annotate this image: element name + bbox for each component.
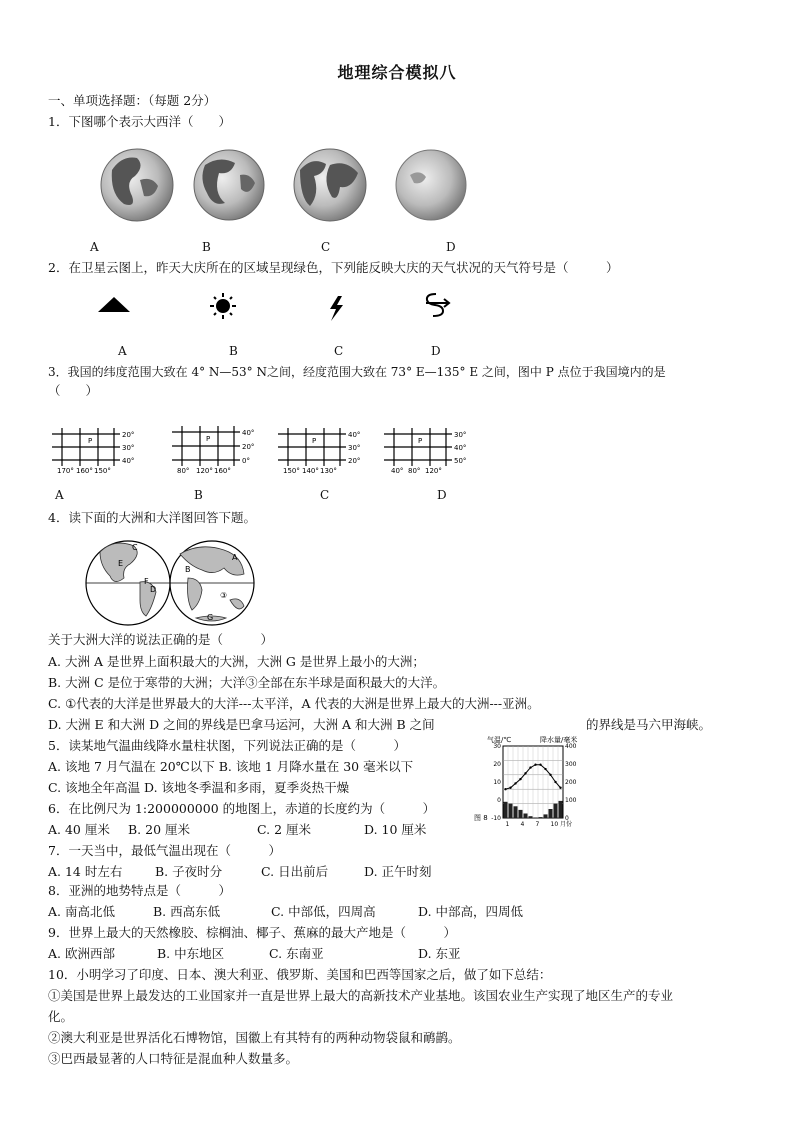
map-label-e: E bbox=[118, 559, 124, 568]
left-tick-label: 20 bbox=[493, 761, 501, 768]
x-tick-label: 7 bbox=[535, 821, 540, 828]
q1-label-d: D bbox=[446, 240, 456, 254]
temperature-point bbox=[554, 781, 556, 783]
grid-c-lat-3: 20° bbox=[348, 457, 361, 465]
left-tick-label: 30 bbox=[493, 743, 501, 750]
q10-item-3: ③巴西最显著的人口特征是混血种人数量多。 bbox=[48, 1051, 299, 1066]
question-7-stem: 7．一天当中，最低气温出现在（ ） bbox=[48, 843, 281, 858]
section-heading: 一、单项选择题：（每题 2分） bbox=[48, 93, 217, 108]
right-tick-label: 100 bbox=[565, 797, 577, 804]
precip-bar bbox=[529, 816, 533, 818]
grid-c-lon-3: 130° bbox=[320, 467, 337, 475]
grid-b-lon-3: 160° bbox=[214, 467, 231, 475]
left-tick-label: 10 bbox=[493, 779, 501, 786]
map-label-b: B bbox=[185, 565, 191, 574]
map-label-d: D bbox=[150, 585, 157, 594]
q4-option-b: B. 大洲 C 是位于寒带的大洲；大洋③全部在东半球是面积最大的大洋。 bbox=[48, 675, 446, 690]
map-label-c: C bbox=[132, 543, 138, 552]
q4-option-a: A. 大洲 A 是世界上面积最大的大洲，大洲 G 是世界上最小的大洲； bbox=[48, 654, 425, 669]
grid-a-lat-3: 40° bbox=[122, 457, 135, 465]
right-tick-label: 400 bbox=[565, 743, 577, 750]
q8-option-d: D. 中部高，四周低 bbox=[418, 904, 524, 919]
q6-option-a: A. 40 厘米 bbox=[48, 822, 110, 837]
q3-label-d: D bbox=[437, 488, 447, 502]
q7-option-c: C. 日出前后 bbox=[261, 864, 329, 879]
grid-d-lat-3: 50° bbox=[454, 457, 467, 465]
q6-option-c: C. 2 厘米 bbox=[257, 822, 311, 837]
q2-label-a: A bbox=[118, 344, 127, 358]
left-tick-label: -10 bbox=[491, 815, 501, 822]
q4-option-c: C. ①代表的大洋是世界最大的大洋---太平洋，A 代表的大洲是世界上最大的大洲---亚洲。 bbox=[48, 696, 540, 711]
q1-label-a: A bbox=[90, 240, 99, 254]
q7-option-a: A. 14 时左右 bbox=[48, 864, 123, 879]
question-5-stem: 5．读某地气温曲线降水量柱状图，下列说法正确的是（ ） bbox=[48, 738, 406, 753]
q9-option-b: B. 中东地区 bbox=[157, 946, 225, 961]
chart-right-label: 降水量/毫米 bbox=[540, 736, 578, 744]
map-label-g: G bbox=[207, 613, 214, 622]
grid-d-lon-1: 40° bbox=[391, 467, 404, 475]
q9-option-c: C. 东南亚 bbox=[269, 946, 324, 961]
precip-bar bbox=[539, 817, 543, 818]
grid-d-lon-3: 120° bbox=[425, 467, 442, 475]
grid-b-point: P bbox=[206, 435, 211, 443]
q8-option-c: C. 中部低，四周高 bbox=[271, 904, 376, 919]
grid-d-lon-2: 80° bbox=[408, 467, 421, 475]
q3-label-a: A bbox=[55, 488, 64, 502]
q5-option-ab: A. 该地 7 月气温在 20℃以下 B. 该地 1 月降水量在 30 毫米以下 bbox=[48, 759, 414, 774]
temperature-point bbox=[544, 768, 546, 770]
question-4-stem: 4．读下面的大洲和大洋图回答下题。 bbox=[48, 510, 256, 525]
precip-bar bbox=[514, 806, 518, 818]
temperature-point bbox=[519, 778, 521, 780]
grid-b-lon-1: 80° bbox=[177, 467, 190, 475]
question-1-stem: 1．下图哪个表示大西洋（ ） bbox=[48, 114, 231, 129]
q3-label-b: B bbox=[194, 488, 203, 502]
q4-option-d-tail: 的界线是马六甲海峡。 bbox=[586, 717, 712, 732]
question-9-stem: 9．世界上最大的天然橡胶、棕榈油、椰子、蕉麻的最大产地是（ ） bbox=[48, 925, 456, 940]
precip-bar bbox=[504, 802, 508, 818]
q4-option-d: D. 大洲 E 和大洲 D 之间的界线是巴拿马运河，大洲 A 和大洲 B 之间 bbox=[48, 717, 435, 732]
q5-option-cd: C. 该地全年高温 D. 该地冬季温和多雨，夏季炎热干燥 bbox=[48, 780, 350, 795]
grid-b-lon-2: 120° bbox=[196, 467, 213, 475]
precip-bar bbox=[554, 804, 558, 818]
temperature-point bbox=[539, 764, 541, 766]
grid-c-lon-2: 140° bbox=[302, 467, 319, 475]
right-tick-label: 300 bbox=[565, 761, 577, 768]
right-tick-label: 200 bbox=[565, 779, 577, 786]
q2-label-c: C bbox=[334, 344, 344, 358]
map-label-f: F bbox=[144, 577, 149, 586]
question-2-stem: 2．在卫星云图上，昨天大庆所在的区域呈现绿色，下列能反映大庆的天气状况的天气符号是（ ） bbox=[48, 260, 619, 275]
map-label-a: A bbox=[232, 553, 238, 562]
q10-item-1: ①美国是世界上最发达的工业国家并一直是世界上最大的高新技术产业基地。该国农业生产实现了地区生产的专业 bbox=[48, 988, 674, 1003]
grid-c-point: P bbox=[312, 437, 317, 445]
x-tick-label: 4 bbox=[520, 821, 525, 828]
precip-bar bbox=[509, 804, 513, 818]
q9-option-d: D. 东亚 bbox=[418, 946, 461, 961]
grid-b-lat-1: 40° bbox=[242, 429, 255, 437]
question-10-stem: 10．小明学习了印度、日本、澳大利亚、俄罗斯、美国和巴西等国家之后，做了如下总结： bbox=[48, 967, 552, 982]
temperature-point bbox=[559, 787, 561, 789]
q2-label-d: D bbox=[431, 344, 441, 358]
x-tick-label: 10 月份 bbox=[550, 821, 573, 828]
q6-option-b: B. 20 厘米 bbox=[128, 822, 191, 837]
chart-left-label: 气温/℃ bbox=[487, 736, 512, 744]
q7-option-b: B. 子夜时分 bbox=[155, 864, 223, 879]
q10-item-1-cont: 化。 bbox=[48, 1009, 74, 1024]
grid-d-point: P bbox=[418, 437, 423, 445]
q10-item-2: ②澳大利亚是世界活化石博物馆，国徽上有其特有的两种动物袋鼠和鸸鹋。 bbox=[48, 1030, 461, 1045]
temperature-point bbox=[509, 787, 511, 789]
precip-bar bbox=[519, 810, 523, 818]
temperature-point bbox=[549, 774, 551, 776]
right-tick-label: 0 bbox=[565, 815, 569, 822]
temperature-point bbox=[529, 766, 531, 768]
temperature-point bbox=[524, 772, 526, 774]
grid-a-lat-1: 20° bbox=[122, 431, 135, 439]
grid-a-point: P bbox=[88, 437, 93, 445]
temperature-point bbox=[534, 764, 536, 766]
q1-label-b: B bbox=[202, 240, 211, 254]
grid-a-lat-2: 30° bbox=[122, 444, 135, 452]
q9-option-a: A. 欧洲西部 bbox=[48, 946, 115, 961]
precip-bar bbox=[559, 801, 563, 818]
chart-fig-label: 图 8 bbox=[474, 814, 488, 822]
q6-option-d: D. 10 厘米 bbox=[364, 822, 427, 837]
left-tick-label: 0 bbox=[497, 797, 501, 804]
q2-label-b: B bbox=[229, 344, 238, 358]
precip-bar bbox=[544, 814, 548, 818]
grid-a-lon-2: 160° bbox=[76, 467, 93, 475]
grid-a-lon-3: 150° bbox=[94, 467, 111, 475]
grid-b-lat-2: 20° bbox=[242, 443, 255, 451]
q8-option-b: B. 西高东低 bbox=[153, 904, 221, 919]
precip-bar bbox=[524, 814, 528, 819]
q4-question: 关于大洲大洋的说法正确的是（ ） bbox=[48, 632, 274, 647]
question-3-stem-2: （ ） bbox=[48, 383, 99, 398]
temperature-point bbox=[504, 788, 506, 790]
grid-c-lon-1: 150° bbox=[283, 467, 300, 475]
grid-d-lat-1: 30° bbox=[454, 431, 467, 439]
question-6-stem: 6．在比例尺为 1:200000000 的地图上，赤道的长度约为（ ） bbox=[48, 801, 436, 816]
temperature-point bbox=[514, 782, 516, 784]
precip-bar bbox=[549, 809, 553, 818]
question-3-stem: 3．我国的纬度范围大致在 4° N—53° N之间，经度范围大致在 73° E—135° E 之间，图中 P 点位于我国境内的是 bbox=[48, 365, 666, 379]
page-title: 地理综合模拟八 bbox=[337, 63, 457, 82]
q3-label-c: C bbox=[320, 488, 330, 502]
grid-b-lat-3: 0° bbox=[242, 457, 250, 465]
question-8-stem: 8．亚洲的地势特点是（ ） bbox=[48, 883, 231, 898]
grid-c-lat-2: 30° bbox=[348, 444, 361, 452]
grid-d-lat-2: 40° bbox=[454, 444, 467, 452]
map-label-ocean-3: ③ bbox=[220, 591, 228, 600]
q8-option-a: A. 南高北低 bbox=[48, 904, 115, 919]
q7-option-d: D. 正午时刻 bbox=[364, 864, 432, 879]
x-tick-label: 1 bbox=[505, 821, 510, 828]
grid-a-lon-1: 170° bbox=[57, 467, 74, 475]
grid-c-lat-1: 40° bbox=[348, 431, 361, 439]
q1-label-c: C bbox=[321, 240, 331, 254]
